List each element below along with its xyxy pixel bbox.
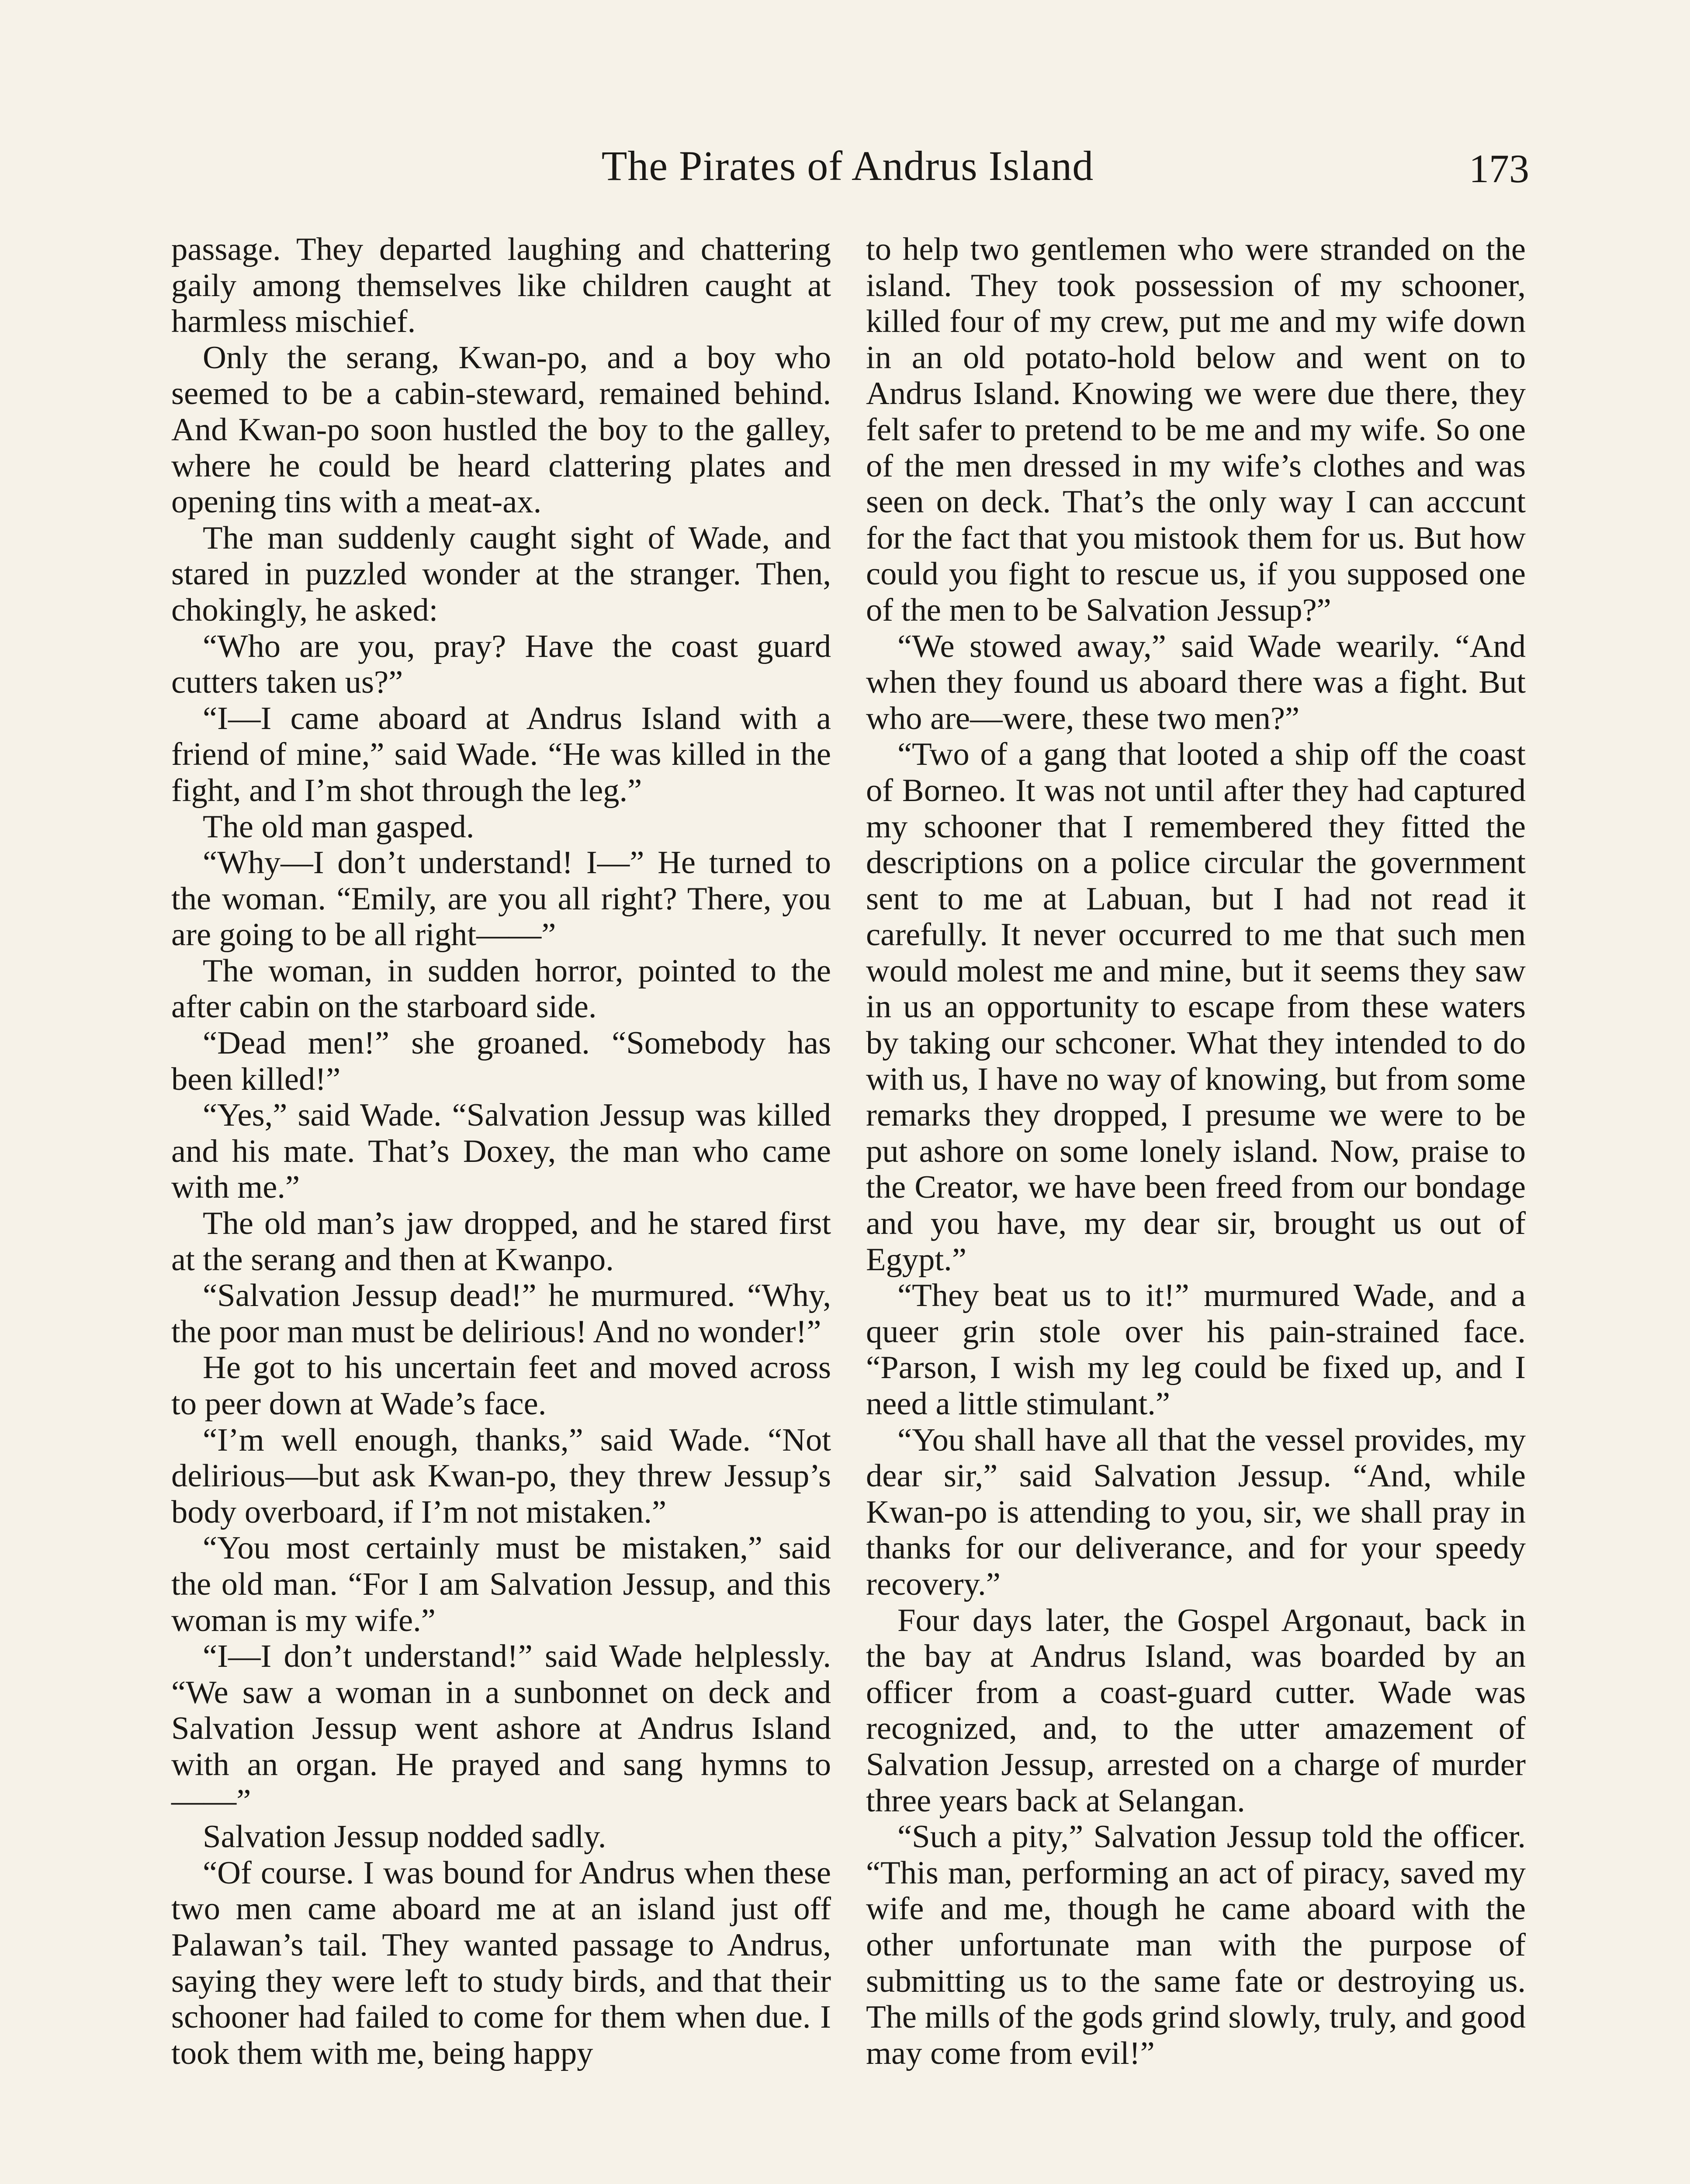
paragraph: “Who are you, pray? Have the coast guard cutters taken us?” [171,628,831,701]
paragraph: He got to his uncertain feet and moved across to peer down at Wade’s face. [171,1350,831,1422]
paragraph: The old man gasped. [203,809,474,845]
page-number: 173 [1469,146,1529,191]
running-title: The Pirates of Andrus Island [601,142,1094,189]
paragraph: Only the serang, Kwan-po, and a boy who seemed to be a cabin-steward, remained behind. And Kwan-po soon hustled the boy to the galley, where he could be heard clattering plates and opening tins with a meat-ax. [171,339,831,520]
paragraph: “Dead men!” she groaned. “Somebody has been killed!” [171,1025,831,1097]
paragraph: “Why—I don’t understand! I—” He turned to the woman. “Emily, are you all right? There, you are going to be all right——” [171,845,831,953]
paragraph: “I’m well enough, thanks,” said Wade. “Not delirious—but ask Kwan-po, they threw Jessup’s body overboard, if I’m not mistaken.” [171,1422,831,1530]
paragraph: “Such a pity,” Salvation Jessup told the officer. “This man, performing an act of piracy, saved my wife and me, though he came aboard with the other unfortunate man with the purpose of submitting us to the same fate or destroying us. The mills of the gods grind slowly, truly, and good may come from evil!” [866,1819,1526,2071]
paragraph: “Salvation Jessup dead!” he murmured. “Why, the poor man must be delirious! And no wonder!” [171,1278,831,1350]
paragraph: “Yes,” said Wade. “Salvation Jessup was killed and his mate. That’s Doxey, the man who came with me.” [171,1097,831,1206]
paragraph: “We stowed away,” said Wade wearily. “And when they found us aboard there was a fight. But who are—were, these two men?” [866,628,1526,736]
paragraph: passage. They departed laughing and chattering gaily among themselves like children caught at harmless mischief. [171,232,831,340]
page-header [166,140,1529,201]
paragraph: “Of course. I was bound for Andrus when these two men came aboard me at an island just off Palawan’s tail. They wanted passage to Andrus, saying they were left to study birds, and that their schooner had failed to come for them when due. I took them with me, being happy [171,1855,831,2071]
paragraph: to help two gentlemen who were stranded on the island. They took possession of my schooner, killed four of my crew, put me and my wife down in an old potato-hold below and went on to Andrus Island. Knowing we were due there, they felt safer to pretend to be me and my wife. So one of the men dressed in my wife’s clothes and was seen on deck. That’s the only way I can acccunt for the fact that you mistook them for us. But how could you fight to rescue us, if you supposed one of the men to be Salvation Jessup?” [866,232,1526,628]
paragraph: The man suddenly caught sight of Wade, and stared in puzzled wonder at the stranger. Then, chokingly, he asked: [171,520,831,628]
paragraph: “I—I came aboard at Andrus Island with a friend of mine,” said Wade. “He was killed in the fight, and I’m shot through the leg.” [171,700,831,809]
paragraph: “They beat us to it!” murmured Wade, and a queer grin stole over his pain-strained face. “Parson, I wish my leg could be fixed up, and I need a little stimulant.” [866,1278,1526,1422]
paragraph: Four days later, the Gospel Argonaut, back in the bay at Andrus Island, was boarded by an officer from a coast-guard cutter. Wade was recognized, and, to the utter amazement of Salvation Jessup, arrested on a charge of murder three years back at Selangan. [866,1602,1526,1819]
paragraph: “You most certainly must be mistaken,” said the old man. “For I am Salvation Jessup, and this woman is my wife.” [171,1530,831,1638]
paragraph: The old man’s jaw dropped, and he stared first at the serang and then at Kwanpo. [171,1206,831,1278]
paragraph: The woman, in sudden horror, pointed to the after cabin on the starboard side. [171,953,831,1025]
paragraph: “Two of a gang that looted a ship off the coast of Borneo. It was not until after they had captured my schooner that I remembered they fitted the descriptions on a police circular the government sent to me at Labuan, but I had not read it carefully. It never occurred to me that such men would molest me and mine, but it seems they saw in us an opportunity to escape from these waters by taking our schconer. What they intended to do with us, I have no way of knowing, but from some remarks they dropped, I presume we were to be put ashore on some lonely island. Now, praise to the Creator, we have been freed from our bondage and you have, my dear sir, brought us out of Egypt.” [866,736,1526,1278]
paragraph: Salvation Jessup nodded sadly. [203,1819,606,1855]
paragraph: “You shall have all that the vessel provides, my dear sir,” said Salvation Jessup. “And, while Kwan-po is attending to you, sir, we shall pray in thanks for our deliverance, and for your speedy recovery.” [866,1422,1526,1602]
left-column [171,232,831,2071]
right-column [866,232,1526,2071]
paragraph: “I—I don’t understand!” said Wade helplessly. “We saw a woman in a sunbonnet on deck and Salvation Jessup went ashore at Andrus Island with an organ. He prayed and sang hymns to——” [171,1638,831,1819]
